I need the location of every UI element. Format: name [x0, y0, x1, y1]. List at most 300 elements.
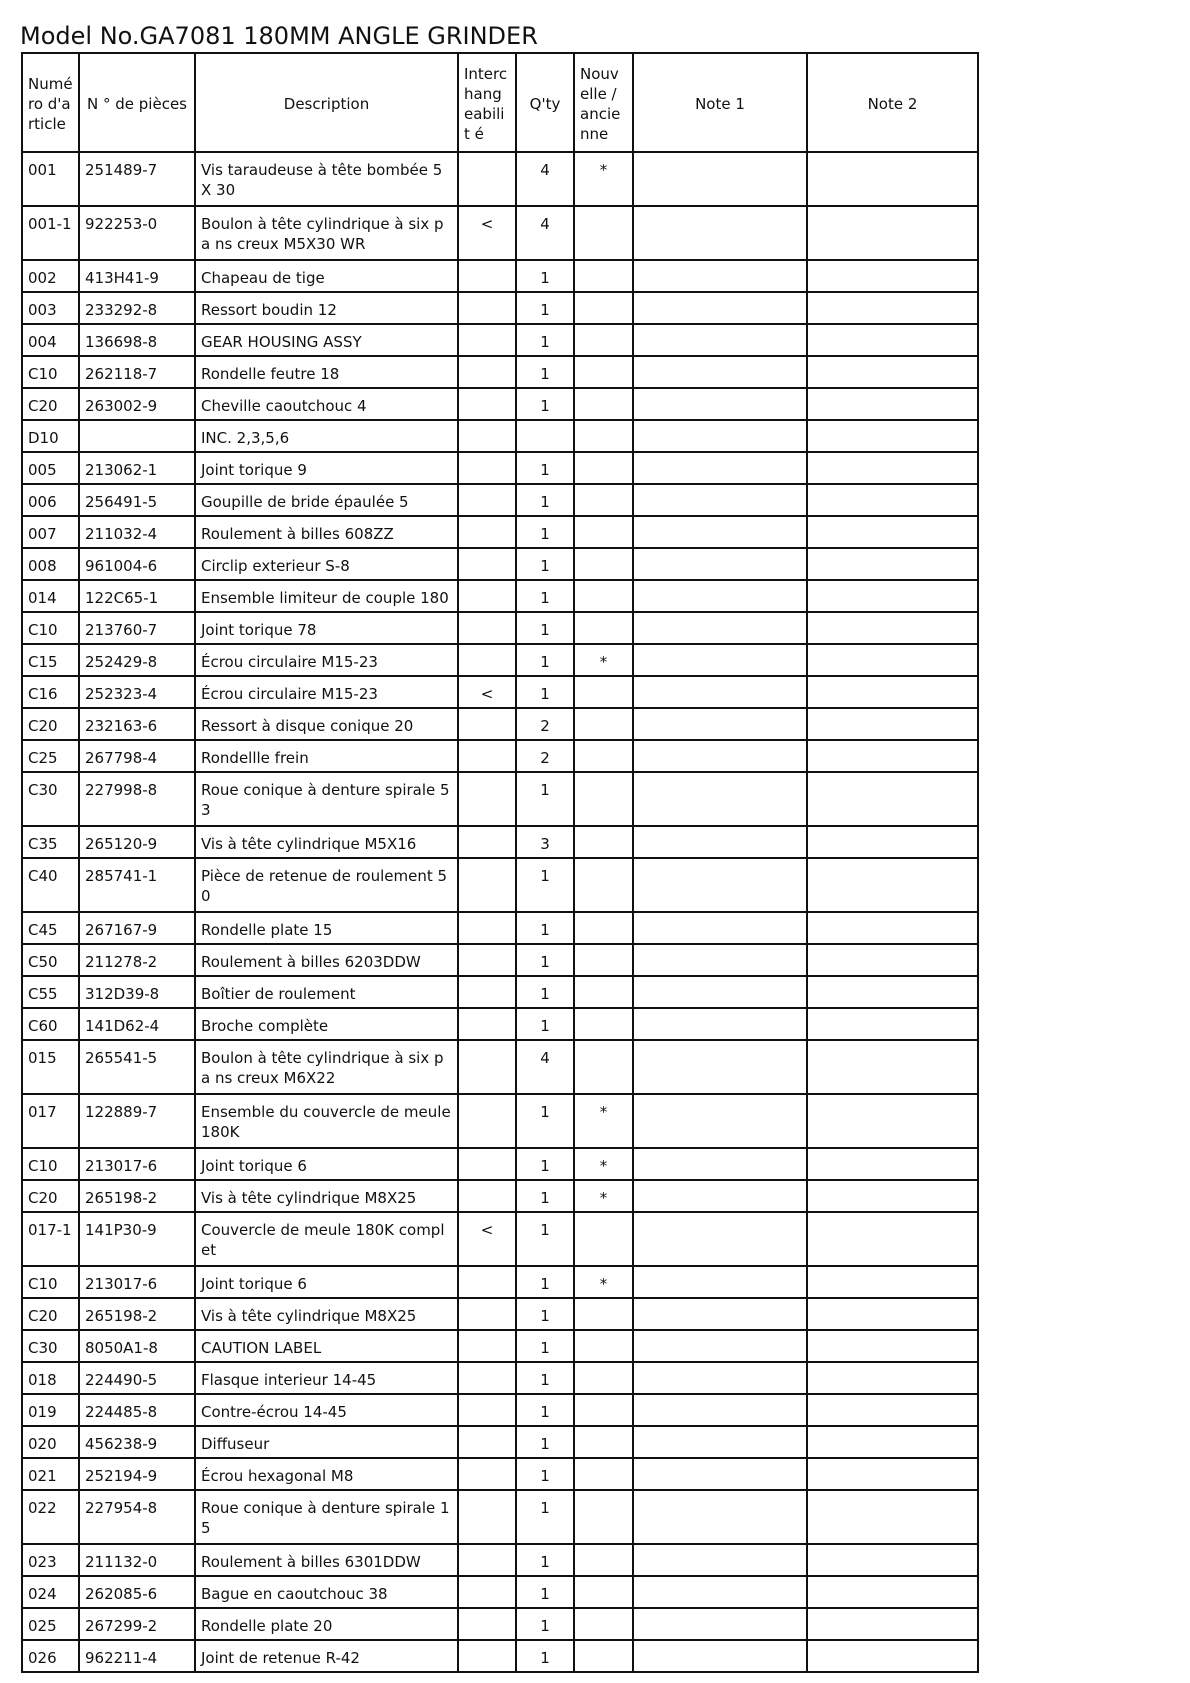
- cell-new-old: *: [574, 1094, 633, 1148]
- cell-part-no: 252194-9: [79, 1458, 195, 1490]
- cell-item-no: C40: [22, 858, 79, 912]
- table-row: [22, 356, 978, 388]
- table-row: [22, 1544, 978, 1576]
- cell-note2: [807, 1094, 978, 1148]
- cell-qty: 1: [516, 772, 574, 826]
- cell-interchangeability: [458, 452, 516, 484]
- cell-item-no: C20: [22, 708, 79, 740]
- table-row: [22, 1212, 978, 1266]
- cell-qty: 1: [516, 976, 574, 1008]
- cell-description: Roulement à billes 6301DDW: [195, 1544, 458, 1576]
- cell-interchangeability: [458, 912, 516, 944]
- cell-qty: 1: [516, 1298, 574, 1330]
- cell-qty: 1: [516, 1544, 574, 1576]
- cell-part-no: 265541-5: [79, 1040, 195, 1094]
- cell-item-no: 007: [22, 516, 79, 548]
- cell-note1: [633, 484, 807, 516]
- cell-part-no: 233292-8: [79, 292, 195, 324]
- cell-part-no: 262118-7: [79, 356, 195, 388]
- cell-note1: [633, 580, 807, 612]
- cell-new-old: [574, 516, 633, 548]
- cell-new-old: [574, 1608, 633, 1640]
- cell-note1: [633, 740, 807, 772]
- cell-qty: 1: [516, 1394, 574, 1426]
- table-row: [22, 420, 978, 452]
- cell-description: Roue conique à denture spirale 5 3: [195, 772, 458, 826]
- cell-description: Roue conique à denture spirale 1 5: [195, 1490, 458, 1544]
- cell-new-old: [574, 484, 633, 516]
- cell-interchangeability: [458, 1362, 516, 1394]
- cell-qty: 4: [516, 206, 574, 260]
- cell-item-no: 008: [22, 548, 79, 580]
- cell-new-old: [574, 976, 633, 1008]
- cell-note2: [807, 1266, 978, 1298]
- cell-new-old: [574, 1640, 633, 1672]
- cell-qty: 1: [516, 1362, 574, 1394]
- cell-note2: [807, 740, 978, 772]
- cell-part-no: 211278-2: [79, 944, 195, 976]
- cell-new-old: [574, 944, 633, 976]
- cell-interchangeability: [458, 858, 516, 912]
- cell-note2: [807, 1490, 978, 1544]
- cell-note2: [807, 206, 978, 260]
- cell-item-no: 006: [22, 484, 79, 516]
- cell-note1: [633, 152, 807, 206]
- cell-note1: [633, 260, 807, 292]
- cell-part-no: 251489-7: [79, 152, 195, 206]
- parts-table-body: [22, 152, 978, 1672]
- cell-part-no: 267167-9: [79, 912, 195, 944]
- cell-interchangeability: [458, 1040, 516, 1094]
- cell-interchangeability: [458, 1330, 516, 1362]
- cell-new-old: [574, 356, 633, 388]
- table-row: [22, 1008, 978, 1040]
- cell-item-no: 018: [22, 1362, 79, 1394]
- cell-note2: [807, 388, 978, 420]
- cell-description: Flasque interieur 14-45: [195, 1362, 458, 1394]
- cell-note2: [807, 708, 978, 740]
- cell-note1: [633, 1394, 807, 1426]
- cell-item-no: 001: [22, 152, 79, 206]
- table-row: [22, 452, 978, 484]
- cell-interchangeability: [458, 580, 516, 612]
- cell-new-old: *: [574, 1180, 633, 1212]
- header-item-no: Numé ro d'a rticle: [22, 53, 79, 152]
- cell-description: GEAR HOUSING ASSY: [195, 324, 458, 356]
- cell-item-no: 025: [22, 1608, 79, 1640]
- cell-part-no: 962211-4: [79, 1640, 195, 1672]
- cell-note1: [633, 356, 807, 388]
- table-row: [22, 644, 978, 676]
- cell-note1: [633, 1298, 807, 1330]
- cell-note1: [633, 644, 807, 676]
- table-row: [22, 612, 978, 644]
- cell-note1: [633, 420, 807, 452]
- cell-qty: 1: [516, 1266, 574, 1298]
- cell-note1: [633, 612, 807, 644]
- cell-item-no: 015: [22, 1040, 79, 1094]
- cell-note2: [807, 516, 978, 548]
- cell-note2: [807, 1330, 978, 1362]
- cell-part-no: 961004-6: [79, 548, 195, 580]
- cell-item-no: C50: [22, 944, 79, 976]
- cell-note1: [633, 676, 807, 708]
- cell-interchangeability: [458, 1544, 516, 1576]
- cell-note1: [633, 452, 807, 484]
- cell-note2: [807, 1040, 978, 1094]
- cell-note1: [633, 1426, 807, 1458]
- cell-part-no: 213017-6: [79, 1266, 195, 1298]
- cell-note1: [633, 1094, 807, 1148]
- cell-note2: [807, 452, 978, 484]
- header-qty: Q'ty: [516, 53, 574, 152]
- parts-table: [21, 52, 979, 1673]
- cell-note2: [807, 1394, 978, 1426]
- cell-new-old: [574, 1394, 633, 1426]
- cell-qty: 1: [516, 580, 574, 612]
- cell-part-no: 8050A1-8: [79, 1330, 195, 1362]
- cell-new-old: [574, 206, 633, 260]
- cell-qty: 3: [516, 826, 574, 858]
- cell-note2: [807, 1180, 978, 1212]
- cell-part-no: [79, 420, 195, 452]
- cell-note1: [633, 1362, 807, 1394]
- cell-qty: 1: [516, 484, 574, 516]
- cell-note2: [807, 826, 978, 858]
- cell-description: Rondellle frein: [195, 740, 458, 772]
- cell-interchangeability: [458, 548, 516, 580]
- cell-new-old: [574, 580, 633, 612]
- cell-interchangeability: [458, 388, 516, 420]
- cell-item-no: C10: [22, 1148, 79, 1180]
- cell-item-no: C10: [22, 1266, 79, 1298]
- cell-qty: 1: [516, 1608, 574, 1640]
- table-row: [22, 1576, 978, 1608]
- cell-description: Rondelle plate 15: [195, 912, 458, 944]
- cell-new-old: *: [574, 152, 633, 206]
- cell-note1: [633, 944, 807, 976]
- cell-interchangeability: [458, 152, 516, 206]
- cell-description: Écrou hexagonal M8: [195, 1458, 458, 1490]
- cell-description: Vis à tête cylindrique M5X16: [195, 826, 458, 858]
- cell-note2: [807, 1608, 978, 1640]
- table-row: [22, 516, 978, 548]
- cell-qty: 4: [516, 152, 574, 206]
- cell-item-no: 022: [22, 1490, 79, 1544]
- cell-description: Vis taraudeuse à tête bombée 5X 30: [195, 152, 458, 206]
- cell-qty: 1: [516, 858, 574, 912]
- table-row: [22, 944, 978, 976]
- cell-new-old: [574, 388, 633, 420]
- cell-new-old: [574, 420, 633, 452]
- cell-part-no: 256491-5: [79, 484, 195, 516]
- cell-note1: [633, 548, 807, 580]
- cell-interchangeability: [458, 1394, 516, 1426]
- cell-interchangeability: [458, 1180, 516, 1212]
- cell-description: Diffuseur: [195, 1426, 458, 1458]
- cell-new-old: [574, 676, 633, 708]
- cell-qty: 1: [516, 452, 574, 484]
- cell-description: Vis à tête cylindrique M8X25: [195, 1180, 458, 1212]
- cell-description: Goupille de bride épaulée 5: [195, 484, 458, 516]
- header-note1: Note 1: [633, 53, 807, 152]
- table-header-row: [22, 53, 978, 152]
- table-row: [22, 1148, 978, 1180]
- table-row: [22, 912, 978, 944]
- cell-part-no: 265198-2: [79, 1180, 195, 1212]
- cell-new-old: [574, 1544, 633, 1576]
- cell-qty: 1: [516, 1576, 574, 1608]
- cell-note2: [807, 858, 978, 912]
- cell-note1: [633, 1576, 807, 1608]
- table-row: [22, 388, 978, 420]
- cell-part-no: 456238-9: [79, 1426, 195, 1458]
- cell-description: Rondelle plate 20: [195, 1608, 458, 1640]
- cell-new-old: [574, 1362, 633, 1394]
- cell-item-no: C55: [22, 976, 79, 1008]
- cell-interchangeability: <: [458, 206, 516, 260]
- cell-interchangeability: <: [458, 676, 516, 708]
- cell-interchangeability: [458, 976, 516, 1008]
- cell-qty: 1: [516, 1426, 574, 1458]
- table-row: [22, 1458, 978, 1490]
- cell-item-no: C20: [22, 1180, 79, 1212]
- cell-part-no: 285741-1: [79, 858, 195, 912]
- cell-note1: [633, 708, 807, 740]
- cell-interchangeability: [458, 1266, 516, 1298]
- table-row: [22, 580, 978, 612]
- cell-part-no: 213760-7: [79, 612, 195, 644]
- cell-qty: 1: [516, 912, 574, 944]
- cell-new-old: [574, 292, 633, 324]
- table-row: [22, 1394, 978, 1426]
- cell-item-no: C30: [22, 772, 79, 826]
- cell-interchangeability: [458, 740, 516, 772]
- cell-item-no: C10: [22, 356, 79, 388]
- cell-note2: [807, 580, 978, 612]
- cell-description: Broche complète: [195, 1008, 458, 1040]
- cell-note1: [633, 1330, 807, 1362]
- cell-interchangeability: [458, 944, 516, 976]
- cell-item-no: 020: [22, 1426, 79, 1458]
- cell-item-no: 014: [22, 580, 79, 612]
- cell-part-no: 413H41-9: [79, 260, 195, 292]
- cell-description: Ressort boudin 12: [195, 292, 458, 324]
- cell-description: Joint torique 6: [195, 1266, 458, 1298]
- cell-qty: [516, 420, 574, 452]
- header-part-no: N ° de pièces: [79, 53, 195, 152]
- table-row: [22, 1094, 978, 1148]
- cell-description: Couvercle de meule 180K compl et: [195, 1212, 458, 1266]
- cell-note2: [807, 976, 978, 1008]
- table-row: [22, 1608, 978, 1640]
- cell-description: Boulon à tête cylindrique à six pa ns creux M5X30 WR: [195, 206, 458, 260]
- cell-part-no: 211032-4: [79, 516, 195, 548]
- cell-qty: 4: [516, 1040, 574, 1094]
- table-row: [22, 1640, 978, 1672]
- cell-new-old: [574, 826, 633, 858]
- cell-new-old: [574, 452, 633, 484]
- cell-item-no: C30: [22, 1330, 79, 1362]
- header-interchangeability: Interc hang eabilit é: [458, 53, 516, 152]
- cell-description: Ressort à disque conique 20: [195, 708, 458, 740]
- table-row: [22, 324, 978, 356]
- cell-qty: 1: [516, 292, 574, 324]
- cell-description: Écrou circulaire M15-23: [195, 676, 458, 708]
- cell-interchangeability: [458, 260, 516, 292]
- cell-note2: [807, 356, 978, 388]
- cell-note1: [633, 1490, 807, 1544]
- cell-item-no: 005: [22, 452, 79, 484]
- cell-note2: [807, 1458, 978, 1490]
- cell-part-no: 224485-8: [79, 1394, 195, 1426]
- cell-description: Cheville caoutchouc 4: [195, 388, 458, 420]
- cell-item-no: C16: [22, 676, 79, 708]
- cell-qty: 2: [516, 740, 574, 772]
- cell-part-no: 136698-8: [79, 324, 195, 356]
- table-row: [22, 152, 978, 206]
- cell-note2: [807, 1576, 978, 1608]
- table-row: [22, 676, 978, 708]
- cell-new-old: [574, 1576, 633, 1608]
- cell-item-no: C10: [22, 612, 79, 644]
- cell-new-old: [574, 912, 633, 944]
- cell-description: Ensemble limiteur de couple 180: [195, 580, 458, 612]
- table-row: [22, 772, 978, 826]
- page-title: Model No.GA7081 180MM ANGLE GRINDER: [20, 22, 538, 50]
- cell-note2: [807, 1362, 978, 1394]
- cell-note1: [633, 772, 807, 826]
- cell-interchangeability: <: [458, 1212, 516, 1266]
- cell-interchangeability: [458, 292, 516, 324]
- cell-part-no: 224490-5: [79, 1362, 195, 1394]
- cell-qty: 1: [516, 676, 574, 708]
- header-description: Description: [195, 53, 458, 152]
- table-row: [22, 206, 978, 260]
- cell-description: Contre-écrou 14-45: [195, 1394, 458, 1426]
- cell-item-no: 017: [22, 1094, 79, 1148]
- cell-interchangeability: [458, 356, 516, 388]
- cell-part-no: 312D39-8: [79, 976, 195, 1008]
- cell-qty: 1: [516, 1458, 574, 1490]
- cell-part-no: 252429-8: [79, 644, 195, 676]
- cell-item-no: 002: [22, 260, 79, 292]
- table-row: [22, 826, 978, 858]
- cell-item-no: C20: [22, 1298, 79, 1330]
- cell-interchangeability: [458, 826, 516, 858]
- cell-note2: [807, 676, 978, 708]
- cell-note2: [807, 484, 978, 516]
- cell-interchangeability: [458, 420, 516, 452]
- table-row: [22, 1362, 978, 1394]
- cell-note2: [807, 612, 978, 644]
- cell-note2: [807, 1298, 978, 1330]
- cell-description: Joint torique 78: [195, 612, 458, 644]
- cell-part-no: 213017-6: [79, 1148, 195, 1180]
- cell-qty: 1: [516, 548, 574, 580]
- cell-new-old: [574, 740, 633, 772]
- cell-new-old: [574, 772, 633, 826]
- cell-note1: [633, 1148, 807, 1180]
- cell-note2: [807, 644, 978, 676]
- cell-note1: [633, 1640, 807, 1672]
- cell-new-old: [574, 858, 633, 912]
- cell-part-no: 263002-9: [79, 388, 195, 420]
- cell-interchangeability: [458, 324, 516, 356]
- cell-interchangeability: [458, 1458, 516, 1490]
- cell-note2: [807, 324, 978, 356]
- cell-new-old: [574, 1298, 633, 1330]
- cell-new-old: [574, 548, 633, 580]
- cell-item-no: 026: [22, 1640, 79, 1672]
- cell-item-no: 001-1: [22, 206, 79, 260]
- cell-note1: [633, 206, 807, 260]
- cell-description: Circlip exterieur S-8: [195, 548, 458, 580]
- table-row: [22, 1298, 978, 1330]
- cell-part-no: 227998-8: [79, 772, 195, 826]
- cell-description: Pièce de retenue de roulement 5 0: [195, 858, 458, 912]
- table-row: [22, 548, 978, 580]
- cell-interchangeability: [458, 1640, 516, 1672]
- cell-interchangeability: [458, 1148, 516, 1180]
- cell-interchangeability: [458, 1608, 516, 1640]
- cell-description: Écrou circulaire M15-23: [195, 644, 458, 676]
- cell-qty: 1: [516, 1212, 574, 1266]
- cell-new-old: *: [574, 1266, 633, 1298]
- cell-item-no: 003: [22, 292, 79, 324]
- cell-note2: [807, 912, 978, 944]
- cell-description: Joint de retenue R-42: [195, 1640, 458, 1672]
- table-row: [22, 292, 978, 324]
- cell-qty: 1: [516, 644, 574, 676]
- cell-note1: [633, 1266, 807, 1298]
- cell-part-no: 213062-1: [79, 452, 195, 484]
- cell-interchangeability: [458, 516, 516, 548]
- cell-interchangeability: [458, 1490, 516, 1544]
- cell-new-old: [574, 708, 633, 740]
- cell-qty: 1: [516, 1008, 574, 1040]
- table-row: [22, 260, 978, 292]
- table-row: [22, 708, 978, 740]
- cell-note1: [633, 324, 807, 356]
- cell-note2: [807, 1212, 978, 1266]
- cell-interchangeability: [458, 1298, 516, 1330]
- cell-new-old: [574, 1040, 633, 1094]
- cell-interchangeability: [458, 772, 516, 826]
- cell-note1: [633, 1008, 807, 1040]
- cell-new-old: [574, 260, 633, 292]
- cell-new-old: [574, 1212, 633, 1266]
- cell-note2: [807, 1640, 978, 1672]
- cell-item-no: C60: [22, 1008, 79, 1040]
- cell-item-no: 017-1: [22, 1212, 79, 1266]
- cell-qty: 1: [516, 1330, 574, 1362]
- cell-new-old: [574, 1008, 633, 1040]
- table-row: [22, 1040, 978, 1094]
- cell-interchangeability: [458, 612, 516, 644]
- cell-description: Rondelle feutre 18: [195, 356, 458, 388]
- cell-new-old: *: [574, 1148, 633, 1180]
- cell-part-no: 265198-2: [79, 1298, 195, 1330]
- cell-item-no: 019: [22, 1394, 79, 1426]
- cell-item-no: 024: [22, 1576, 79, 1608]
- cell-qty: 1: [516, 324, 574, 356]
- cell-note1: [633, 1180, 807, 1212]
- cell-note2: [807, 1148, 978, 1180]
- cell-interchangeability: [458, 644, 516, 676]
- cell-qty: 1: [516, 1094, 574, 1148]
- cell-note1: [633, 858, 807, 912]
